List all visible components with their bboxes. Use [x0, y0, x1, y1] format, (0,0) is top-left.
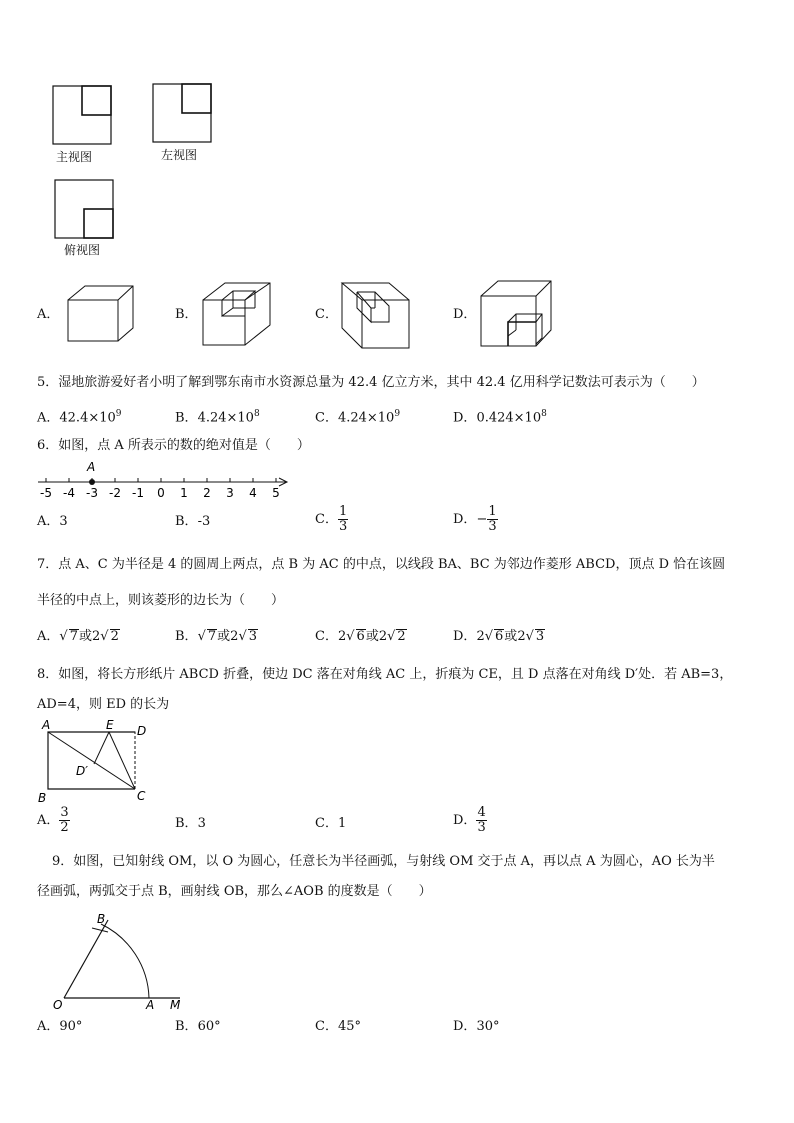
label-d-prime: D′ — [76, 764, 88, 778]
q6-option-d-sign: − — [476, 512, 488, 527]
radicand: 6 — [495, 629, 504, 644]
top-view-label: 俯视图 — [64, 243, 101, 257]
radicand: 3 — [535, 629, 545, 644]
label-b: B — [38, 791, 47, 805]
q5-option-b-letter: B． — [175, 410, 198, 426]
q9-option-a — [37, 1017, 82, 1037]
q7-option-d-letter: D． — [453, 629, 477, 644]
q5-option-d — [453, 404, 547, 428]
q5-option-c-letter: C． — [315, 410, 338, 426]
q8-option-a-fraction — [59, 806, 69, 835]
q6-option-d — [453, 505, 498, 534]
q4-option-b-letter: B． — [175, 307, 198, 322]
radicand: 6 — [356, 629, 365, 644]
q7-stem-line2: 半径的中点上，则该菱形的边长为（ ） — [37, 593, 285, 608]
fraction-numerator: 1 — [338, 504, 348, 519]
q6-option-d-letter: D． — [453, 512, 477, 527]
q8-option-d — [453, 806, 487, 835]
label-c: C — [137, 789, 146, 803]
q6-option-c-letter: C． — [315, 512, 338, 527]
q8-rectangle-figure — [36, 718, 156, 806]
number-line-tick-label: 3 — [226, 486, 234, 500]
q9-option-d-letter: D． — [453, 1019, 477, 1034]
q9-option-b-value: 60° — [197, 1019, 221, 1034]
q5-option-c-exp: 9 — [394, 409, 401, 419]
left-view-label: 左视图 — [161, 148, 198, 162]
q4-option-d-letter: D． — [453, 307, 477, 322]
q9-option-d — [453, 1017, 499, 1037]
q7-stem-line1: 7．点 A、C 为半径是 4 的圆周上两点，点 B 为 AC 的中点，以线段 BA、BC 为邻边作菱形 ABCD，顶点 D 恰在该圆 — [37, 557, 726, 572]
q9-option-c — [315, 1017, 361, 1037]
coefficient: 2 — [91, 629, 101, 644]
number-line-point-label: A — [87, 460, 96, 474]
q5-option-a-exp: 9 — [115, 409, 122, 419]
q6-option-b — [175, 512, 210, 532]
q7-option-b: B．√ 7或2√ 3 — [175, 629, 258, 644]
fraction-numerator: 4 — [477, 805, 486, 820]
coefficient: 2 — [517, 629, 526, 644]
q4-option-b-figure — [200, 280, 275, 350]
q5-option-c-base: 4.24×10 — [337, 410, 395, 426]
or-word: 或 — [365, 629, 379, 644]
q4-option-d-figure — [478, 278, 556, 350]
q9-stem-line2: 径画弧，两弧交于点 B，画射线 OB，那么∠AOB 的度数是（ ） — [37, 884, 432, 899]
q9-option-a-letter: A． — [37, 1019, 60, 1034]
q7-option-c-letter: C． — [315, 629, 338, 644]
q9-stem-line1: 9．如图，已知射线 OM，以 O 为圆心，任意长为半径画弧，与射线 OM 交于点 A，再以点 A 为圆心，AO 长为半 — [52, 854, 715, 869]
q9-option-a-value: 90° — [59, 1019, 83, 1034]
label-d: D — [137, 724, 147, 738]
three-views-figure — [40, 78, 240, 268]
radicand: 7 — [207, 629, 217, 644]
q8-option-b — [175, 814, 206, 834]
q5-option-a-letter: A． — [37, 410, 60, 426]
fraction-numerator: 3 — [60, 805, 69, 820]
q8-option-c-value: 1 — [337, 816, 347, 831]
q6-option-a-value: 3 — [59, 514, 68, 529]
label-o: O — [53, 998, 63, 1012]
q5-option-d-letter: D． — [453, 410, 477, 426]
q7-option-b-letter: B． — [175, 629, 198, 644]
number-line-tick-label: -3 — [86, 486, 98, 500]
fraction-numerator: 1 — [488, 504, 497, 519]
front-view-label: 主视图 — [56, 150, 93, 164]
label-b: B — [97, 912, 106, 926]
q5-option-d-base: 0.424×10 — [476, 410, 542, 426]
coefficient: 2 — [476, 629, 485, 644]
q6-option-a-letter: A． — [37, 514, 60, 529]
label-a: A — [42, 718, 51, 732]
q8-option-d-letter: D． — [453, 813, 477, 828]
number-line-tick-label: 4 — [249, 486, 257, 500]
q8-option-a — [37, 806, 70, 835]
q9-option-d-value: 30° — [476, 1019, 500, 1034]
or-word: 或 — [504, 629, 518, 644]
q5-option-b-exp: 8 — [253, 409, 260, 419]
q8-stem-line2: AD=4，则 ED 的长为 — [37, 697, 170, 712]
q9-option-b-letter: B． — [175, 1019, 198, 1034]
fraction-denominator: 3 — [488, 519, 497, 534]
radicand: 2 — [110, 629, 119, 644]
number-line-tick-label: -1 — [132, 486, 144, 500]
q9-option-c-letter: C． — [315, 1019, 338, 1034]
top-view-inner — [84, 209, 113, 238]
coefficient: 2 — [230, 629, 239, 644]
q5-option-d-exp: 8 — [541, 409, 547, 419]
or-word: 或 — [78, 629, 92, 644]
q6-option-c-fraction — [338, 505, 348, 534]
label-m: M — [170, 998, 181, 1012]
or-word: 或 — [217, 629, 231, 644]
q4-option-c-figure — [337, 280, 417, 352]
q7-option-a: A．√ 7或2√ 2 — [37, 629, 119, 644]
q9-option-b — [175, 1017, 221, 1037]
number-line-tick-label: 5 — [272, 486, 280, 500]
number-line-tick-label: -4 — [63, 486, 75, 500]
radicand: 7 — [69, 629, 78, 644]
q9-angle-figure — [50, 906, 190, 1014]
q5-option-c — [315, 404, 400, 428]
fraction-denominator: 3 — [477, 820, 486, 835]
q8-stem-line1: 8．如图，将长方形纸片 ABCD 折叠，使边 DC 落在对角线 AC 上，折痕为 CE，且 D 点落在对角线 D′处．若 AB=3， — [37, 667, 733, 682]
q8-option-a-letter: A． — [37, 813, 60, 828]
label-e: E — [106, 718, 114, 732]
q7-option-d: D．2√ 6或2√ 3 — [453, 629, 545, 644]
front-view-inner — [82, 86, 111, 115]
q8-option-d-fraction — [476, 806, 486, 835]
q8-option-c-letter: C． — [315, 816, 338, 831]
q8-option-c — [315, 814, 346, 834]
q5-stem: 5．湿地旅游爱好者小明了解到鄂东南市水资源总量为 42.4 亿立方米，其中 42.4 亿用科学记数法可表示为（ ） — [37, 375, 705, 390]
number-line-tick-label: -5 — [40, 486, 52, 500]
q7-option-c: C．2√ 6或2√ 2 — [315, 629, 406, 644]
q8-option-b-letter: B． — [175, 816, 198, 831]
coefficient: 2 — [337, 629, 347, 644]
number-line-tick-label: 1 — [180, 486, 188, 500]
q5-option-a-base: 42.4×10 — [59, 410, 116, 426]
radicand: 3 — [248, 629, 258, 644]
q5-option-b — [175, 404, 260, 428]
number-line-tick-label: -2 — [109, 486, 121, 500]
label-a: A — [146, 998, 155, 1012]
q7-option-a-letter: A． — [37, 629, 60, 644]
left-view-inner — [182, 84, 211, 113]
number-line-tick-label: 2 — [203, 486, 211, 500]
q6-option-d-fraction — [487, 505, 497, 534]
q6-option-b-letter: B． — [175, 514, 198, 529]
fraction-denominator: 2 — [60, 820, 69, 835]
q6-stem: 6．如图，点 A 所表示的数的绝对值是（ ） — [37, 438, 310, 453]
number-line — [36, 458, 296, 503]
q5-option-b-base: 4.24×10 — [197, 410, 254, 426]
q4-option-c-letter: C． — [315, 307, 338, 322]
q6-option-c — [315, 505, 348, 534]
coefficient: 2 — [378, 629, 388, 644]
q4-option-a-figure — [65, 283, 135, 343]
fraction-denominator: 3 — [338, 519, 348, 534]
q6-option-b-value: -3 — [197, 514, 211, 529]
radicand: 2 — [397, 629, 406, 644]
q5-option-a — [37, 404, 122, 428]
q6-option-a — [37, 512, 68, 532]
number-line-tick-label: 0 — [157, 486, 165, 500]
q8-option-b-value: 3 — [197, 816, 206, 831]
q9-option-c-value: 45° — [337, 1019, 361, 1034]
q4-option-a-letter: A． — [37, 307, 60, 322]
